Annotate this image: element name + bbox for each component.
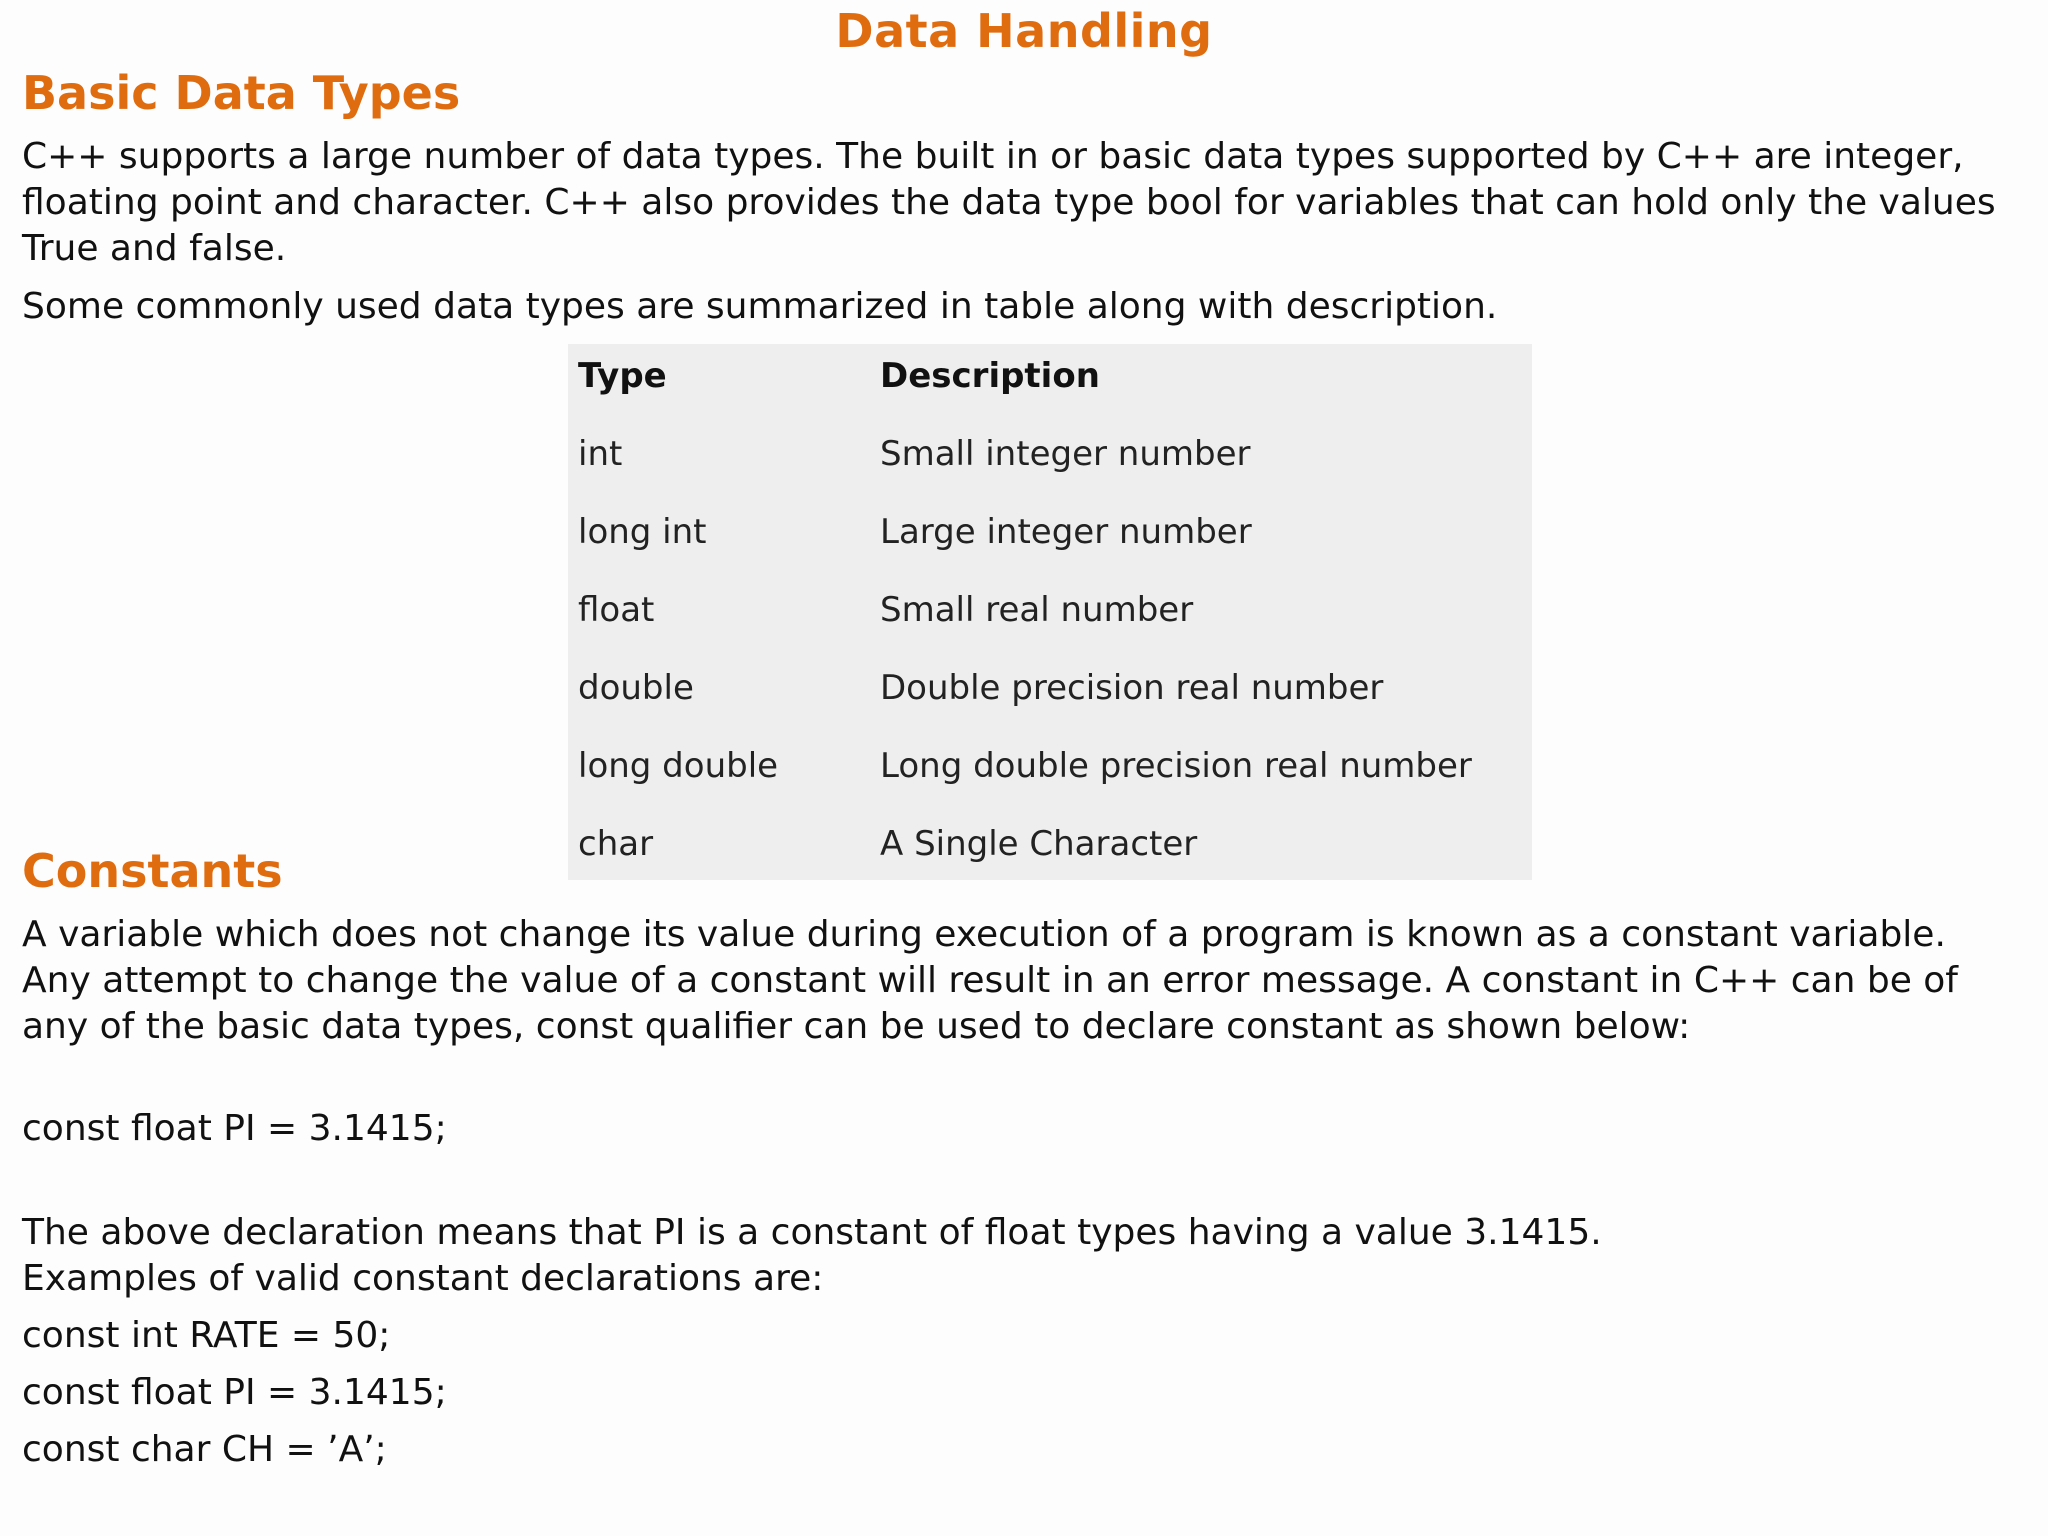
constants-explanation: The above declaration means that PI is a constant of float types having a value 3.1415. [22,1212,1602,1253]
table-cell-description: A Single Character [880,824,1198,864]
page-title: Data Handling [835,4,1213,58]
basic-types-intro-paragraph: C++ supports a large number of data types. The built in or basic data types supported by C++ are integer, floating point and character. C++ also provides the data type bool for variables that can hold only the values True and false. [22,136,1996,269]
table-row [568,812,1532,890]
table-cell-type: long int [578,512,707,552]
table-cell-type: char [578,824,654,864]
section-heading-basic-data-types: Basic Data Types [22,66,461,120]
table-header-type: Type [578,356,667,396]
table-header-description: Description [880,356,1100,396]
table-cell-type: double [578,668,694,708]
data-types-table [568,344,1532,880]
table-row [568,500,1532,578]
section-heading-constants: Constants [22,844,283,898]
table-cell-description: Small real number [880,590,1194,630]
constants-intro-paragraph: A variable which does not change its value during execution of a program is known as a constant variable. Any attempt to change the value of a constant will result in an error message. A constant in C++ can be of any of the basic data types, const qualifier can be used to declare constant as shown below: [22,914,1958,1047]
constant-example-code: const float PI = 3.1415; [22,1108,447,1149]
table-cell-type: long double [578,746,779,786]
constant-example-code: const char CH = ’A’; [22,1429,387,1470]
table-cell-description: Small integer number [880,434,1251,474]
table-cell-type: float [578,590,655,630]
table-cell-description: Double precision real number [880,668,1384,708]
table-header-row [568,344,1532,422]
table-row [568,734,1532,812]
table-row [568,578,1532,656]
table-row [568,656,1532,734]
table-cell-description: Large integer number [880,512,1252,552]
constant-example-code: const int RATE = 50; [22,1315,391,1356]
table-cell-type: int [578,434,623,474]
constants-examples-intro: Examples of valid constant declarations are: [22,1258,824,1299]
table-row [568,422,1532,500]
table-cell-description: Long double precision real number [880,746,1472,786]
constant-example-code: const float PI = 3.1415; [22,1372,447,1413]
basic-types-summary-paragraph: Some commonly used data types are summarized in table along with description. [22,286,1498,327]
